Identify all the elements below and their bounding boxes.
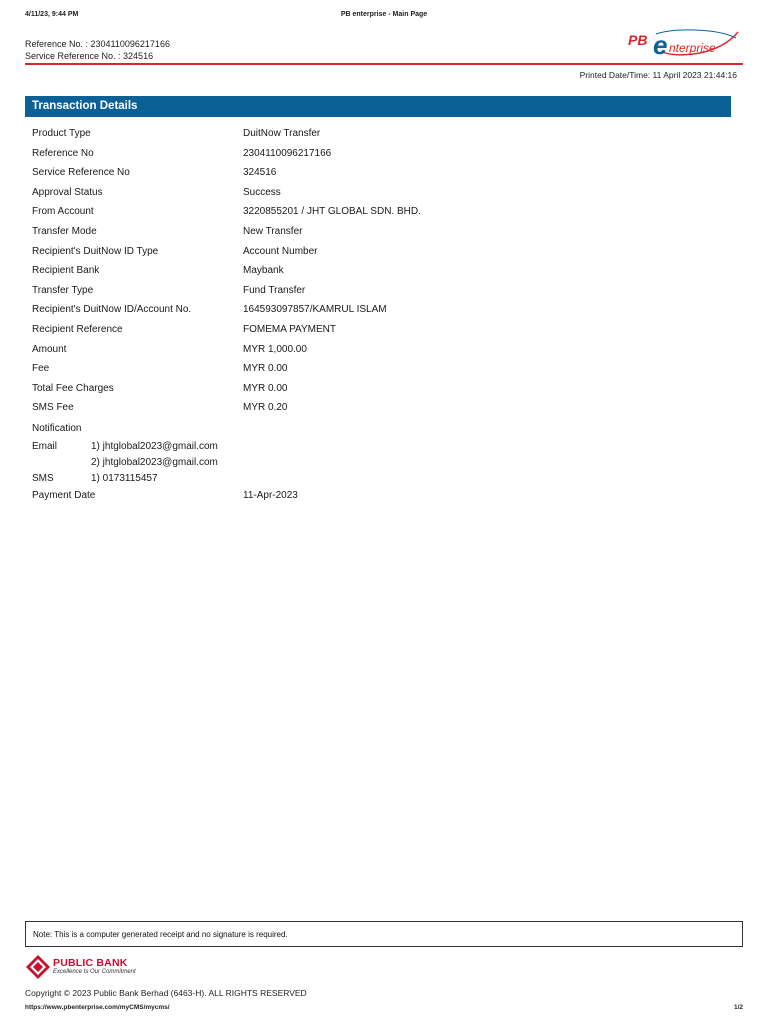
- copyright-text: Copyright © 2023 Public Bank Berhad (6463-H). ALL RIGHTS RESERVED: [25, 988, 307, 998]
- detail-value: 324516: [243, 167, 277, 179]
- detail-row: [32, 127, 722, 147]
- detail-label: Service Reference No: [32, 167, 130, 179]
- detail-value: New Transfer: [243, 225, 303, 237]
- detail-value: Success: [243, 186, 281, 198]
- receipt-note-text: Note: This is a computer generated receipt and no signature is required.: [33, 930, 288, 939]
- detail-label: Recipient Reference: [32, 323, 123, 335]
- email-label: Email: [32, 441, 58, 452]
- detail-row: [32, 147, 722, 167]
- public-bank-emblem-icon: [25, 954, 51, 980]
- detail-row: [32, 382, 722, 402]
- detail-label: From Account: [32, 206, 94, 218]
- detail-value: MYR 0.00: [243, 363, 288, 375]
- page-url: https://www.pbenterprise.com/myCMS/mycms/: [25, 1004, 170, 1011]
- detail-row: [32, 284, 722, 304]
- payment-date-row: [32, 489, 722, 503]
- detail-row: [32, 264, 722, 284]
- detail-value: MYR 0.20: [243, 402, 288, 414]
- reference-block: [25, 38, 170, 62]
- service-reference-number: Service Reference No. : 324516: [25, 51, 154, 61]
- detail-label: Transfer Type: [32, 284, 94, 296]
- payment-date-label: Payment Date: [32, 490, 96, 501]
- bank-tagline: Excellence Is Our Commitment: [53, 969, 136, 975]
- logo-e-text: e: [653, 30, 668, 58]
- email-address: 2) jhtglobal2023@gmail.com: [91, 457, 218, 468]
- detail-row: [32, 323, 722, 343]
- sms-label: SMS: [32, 473, 54, 484]
- header-divider: [25, 63, 743, 65]
- detail-row: [32, 401, 722, 421]
- bank-name: PUBLIC BANK: [53, 957, 128, 969]
- detail-value: MYR 1,000.00: [243, 343, 307, 355]
- printed-datetime: Printed Date/Time: 11 April 2023 21:44:16: [579, 70, 737, 80]
- detail-row: [32, 303, 722, 323]
- detail-label: Recipient's DuitNow ID Type: [32, 245, 159, 257]
- print-page-title: PB enterprise - Main Page: [340, 11, 428, 18]
- detail-label: Transfer Mode: [32, 225, 97, 237]
- detail-label: SMS Fee: [32, 402, 74, 414]
- email-address: 1) jhtglobal2023@gmail.com: [91, 441, 218, 452]
- print-footer: [25, 1004, 743, 1014]
- detail-row: [32, 245, 722, 265]
- detail-row: [32, 225, 722, 245]
- detail-value: Maybank: [243, 265, 284, 277]
- detail-value: Account Number: [243, 245, 318, 257]
- detail-label: Product Type: [32, 128, 91, 139]
- pb-enterprise-logo: [626, 28, 740, 58]
- reference-number: Reference No. : 2304110096217166: [25, 39, 170, 49]
- payment-date-value: 11-Apr-2023: [243, 490, 298, 501]
- detail-row: [32, 166, 722, 186]
- section-title: Transaction Details: [32, 100, 138, 112]
- detail-row: [32, 205, 722, 225]
- transaction-details: [32, 127, 722, 421]
- print-header: [25, 11, 743, 23]
- logo-nterprise-text: nterprise: [669, 41, 716, 55]
- detail-value: 164593097857/KAMRUL ISLAM: [243, 304, 387, 316]
- logo-pb-text: PB: [628, 32, 648, 48]
- sms-number: 1) 0173115457: [91, 473, 158, 484]
- detail-value: 3220855201 / JHT GLOBAL SDN. BHD.: [243, 206, 421, 218]
- detail-row: [32, 343, 722, 363]
- detail-label: Fee: [32, 363, 50, 375]
- receipt-note: [25, 921, 743, 947]
- detail-value: FOMEMA PAYMENT: [243, 323, 336, 335]
- section-header-bar: [25, 96, 731, 117]
- detail-label: Total Fee Charges: [32, 382, 114, 394]
- public-bank-logo: [25, 954, 155, 982]
- print-datetime: 4/11/23, 9:44 PM: [25, 11, 79, 18]
- detail-label: Recipient's DuitNow ID/Account No.: [32, 304, 192, 316]
- detail-label: Approval Status: [32, 186, 103, 198]
- notification-label: Notification: [32, 423, 82, 434]
- page-number: 1/2: [733, 1004, 743, 1011]
- detail-row: [32, 362, 722, 382]
- detail-value: 2304110096217166: [243, 147, 332, 159]
- detail-label: Amount: [32, 343, 67, 355]
- detail-label: Recipient Bank: [32, 265, 100, 277]
- detail-label: Reference No: [32, 147, 94, 159]
- detail-value: Fund Transfer: [243, 284, 306, 296]
- detail-value: MYR 0.00: [243, 382, 288, 394]
- detail-row: [32, 186, 722, 206]
- detail-value: DuitNow Transfer: [243, 128, 321, 139]
